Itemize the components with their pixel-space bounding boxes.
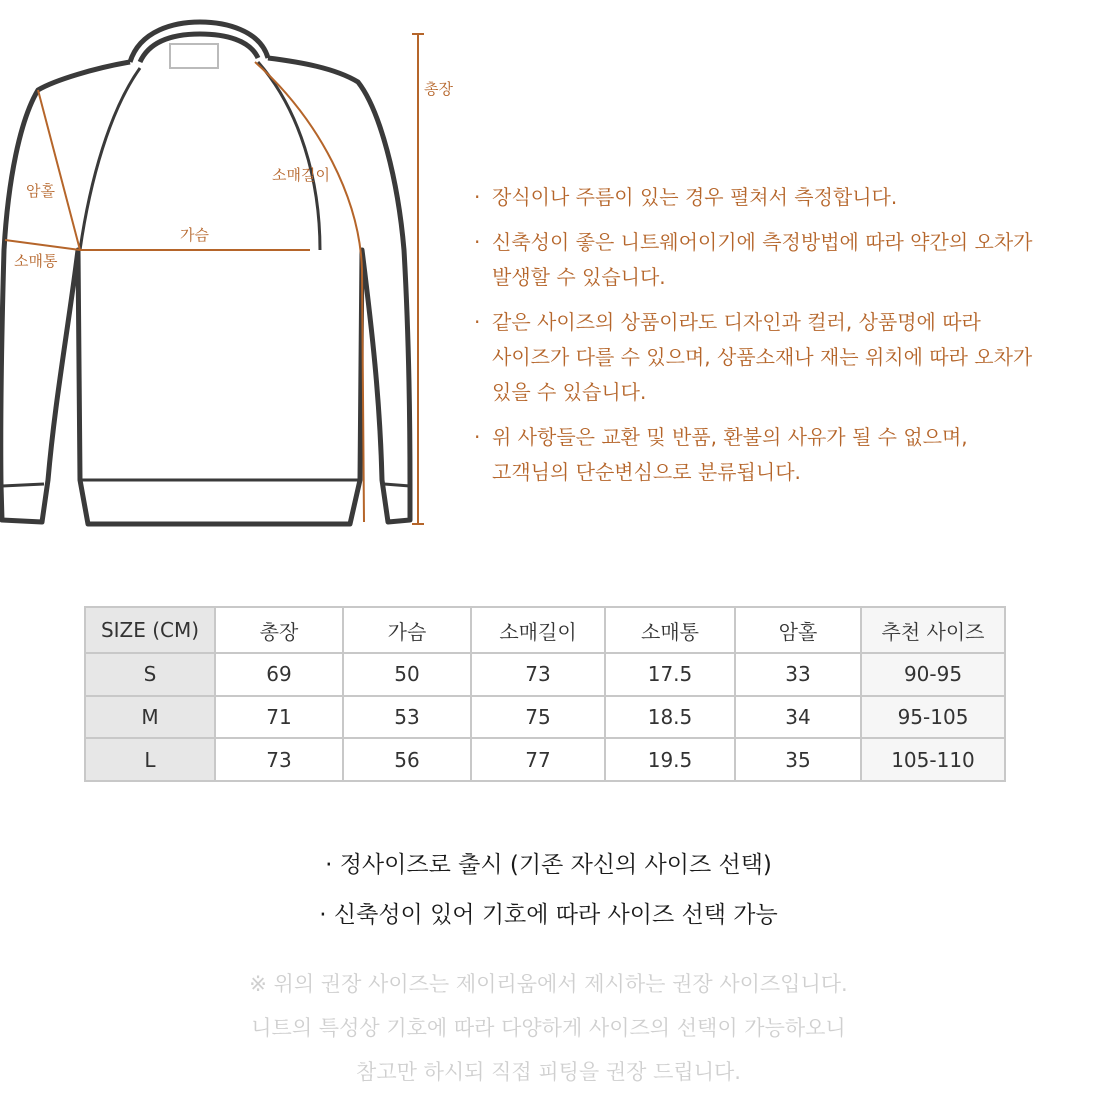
- table-cell: 73: [215, 738, 343, 781]
- sleeve-width-label: 소매통: [14, 252, 58, 270]
- header-size: SIZE (CM): [85, 607, 215, 653]
- header-chest: 가슴: [343, 607, 471, 653]
- table-row: [85, 696, 1005, 739]
- header-armhole: 암홀: [735, 607, 861, 653]
- note-item: [474, 180, 1094, 215]
- neck-label: [170, 44, 218, 68]
- raglan-seam-right: [258, 62, 320, 250]
- armhole-label: 암홀: [26, 182, 55, 200]
- table-cell: 75: [471, 696, 605, 739]
- table-cell: 34: [735, 696, 861, 739]
- bullet-dot: ·: [474, 310, 481, 334]
- table-cell: 18.5: [605, 696, 735, 739]
- table-cell: 35: [735, 738, 861, 781]
- disclaimer-line: ※ 위의 권장 사이즈는 제이리움에서 제시하는 권장 사이즈입니다.: [249, 972, 848, 996]
- table-cell: 33: [735, 653, 861, 696]
- sleeve-width-measure-line: [5, 240, 80, 250]
- table-cell: 73: [471, 653, 605, 696]
- table-cell: 69: [215, 653, 343, 696]
- header-sleeve-length: 소매길이: [471, 607, 605, 653]
- table-cell-size: L: [85, 738, 215, 781]
- cuff-left-line: [2, 484, 44, 486]
- sweater-outline: [1, 58, 410, 524]
- cuff-right-line: [384, 484, 410, 486]
- table-cell: 56: [343, 738, 471, 781]
- note-item: [474, 420, 1094, 490]
- table-cell: 53: [343, 696, 471, 739]
- note-item: [474, 305, 1094, 410]
- table-row: [85, 653, 1005, 696]
- table-cell-size: M: [85, 696, 215, 739]
- info-line: · 정사이즈로 출시 (기존 자신의 사이즈 선택): [325, 852, 772, 878]
- bullet-dot: ·: [474, 425, 481, 449]
- note-text: 위 사항들은 교환 및 반품, 환불의 사유가 될 수 없으며, 고객님의 단순변심으로 분류됩니다.: [492, 425, 968, 484]
- note-item: [474, 225, 1094, 295]
- sleeve-length-label: 소매길이: [272, 166, 330, 184]
- note-text: 같은 사이즈의 상품이라도 디자인과 컬러, 상품명에 따라 사이즈가 다를 수 있으며, 상품소재나 재는 위치에 따라 오차가 있을 수 있습니다.: [492, 310, 1033, 404]
- note-text: 신축성이 좋은 니트웨어이기에 측정방법에 따라 약간의 오차가 발생할 수 있습니다.: [492, 230, 1033, 289]
- info-line: · 신축성이 있어 기호에 따라 사이즈 선택 가능: [319, 902, 778, 928]
- header-length: 총장: [215, 607, 343, 653]
- disclaimer-line: 참고만 하시되 직접 피팅을 권장 드립니다.: [356, 1060, 741, 1084]
- bullet-dot: ·: [474, 185, 481, 209]
- table-cell: 17.5: [605, 653, 735, 696]
- size-chart-table: [84, 606, 1006, 782]
- sweater-measurement-diagram: [0, 0, 470, 540]
- measurement-notes: [474, 180, 1094, 500]
- sweater-illustration: [0, 0, 470, 540]
- chest-label: 가슴: [180, 226, 209, 244]
- disclaimer-line: 니트의 특성상 기호에 따라 다양하게 사이즈의 선택이 가능하오니: [251, 1016, 846, 1040]
- table-cell-recommended: 95-105: [861, 696, 1005, 739]
- note-text: 장식이나 주름이 있는 경우 펼쳐서 측정합니다.: [492, 185, 898, 209]
- table-cell: 71: [215, 696, 343, 739]
- length-label: 총장: [424, 80, 453, 98]
- neck-rib: [130, 22, 268, 62]
- table-header-row: [85, 607, 1005, 653]
- table-cell: 77: [471, 738, 605, 781]
- table-cell: 50: [343, 653, 471, 696]
- raglan-seam-left: [80, 68, 140, 250]
- sleeve-length-measure-line: [255, 62, 364, 522]
- table-cell-recommended: 105-110: [861, 738, 1005, 781]
- header-recommended-size: 추천 사이즈: [861, 607, 1005, 653]
- table-cell: 19.5: [605, 738, 735, 781]
- table-cell-recommended: 90-95: [861, 653, 1005, 696]
- table-cell-size: S: [85, 653, 215, 696]
- armhole-measure-line: [38, 90, 80, 250]
- bullet-dot: ·: [474, 230, 481, 254]
- header-sleeve-width: 소매통: [605, 607, 735, 653]
- table-row: [85, 738, 1005, 781]
